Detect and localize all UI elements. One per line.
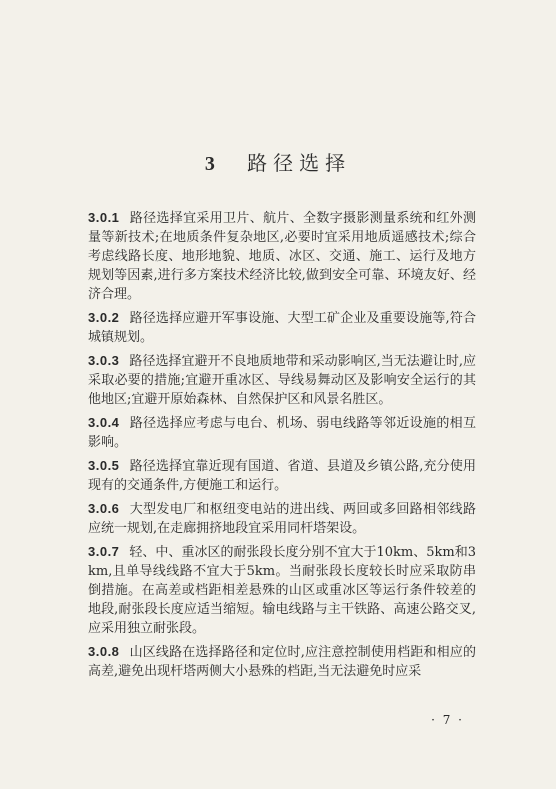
clause-3-0-2 <box>88 308 476 347</box>
clause-3-0-4 <box>88 413 476 452</box>
clause-text: 路径选择宜采用卫片、航片、全数字摄影测量系统和红外测量等新技术;在地质条件复杂地区,必要时宜采用地质遥感技术;综合考虑线路长度、地形地貌、地质、冰区、交通、施工、运行及地方规划等因素,进行多方案技术经济比较,做到安全可靠、环境友好、经济合理。 <box>88 211 476 302</box>
clause-3-0-3 <box>88 351 476 409</box>
section-title <box>0 147 556 176</box>
clause-number: 3.0.2 <box>88 310 120 325</box>
clause-number: 3.0.4 <box>88 415 120 430</box>
clause-3-0-5 <box>88 456 476 495</box>
section-title-text: 路径选择 <box>247 151 352 175</box>
clause-text: 路径选择宜避开不良地质地带和采动影响区,当无法避让时,应采取必要的措施;宜避开重冰区、导线易舞动区及影响安全运行的其他地区;宜避开原始森林、自然保护区和风景名胜区。 <box>88 354 476 407</box>
clause-text: 山区线路在选择路径和定位时,应注意控制使用档距和相应的高差,避免出现杆塔两侧大小悬殊的档距,当无法避免时应采 <box>88 645 476 679</box>
clause-3-0-7 <box>88 542 476 638</box>
clause-3-0-1 <box>88 208 476 304</box>
page-number: · 7 · <box>431 713 464 727</box>
clause-number: 3.0.5 <box>88 458 120 473</box>
section-number: 3 <box>204 153 221 175</box>
clause-3-0-8 <box>88 642 476 681</box>
clause-number: 3.0.8 <box>88 644 120 659</box>
clause-3-0-6 <box>88 499 476 538</box>
clause-text: 轻、中、重冰区的耐张段长度分别不宜大于10km、5km和3km,且单导线线路不宜大于5km。当耐张段长度较长时应采取防串倒措施。在高差或档距相差悬殊的山区或重冰区等运行条件较差的地段,耐张段长度应适当缩短。输电线路与主干铁路、高速公路交叉,应采用独立耐张段。 <box>88 545 476 636</box>
section-body <box>88 208 476 685</box>
clause-text: 路径选择宜靠近现有国道、省道、县道及乡镇公路,充分使用现有的交通条件,方便施工和运行。 <box>88 459 476 493</box>
clause-text: 路径选择应考虑与电台、机场、弱电线路等邻近设施的相互影响。 <box>88 416 476 450</box>
clause-number: 3.0.1 <box>88 210 120 225</box>
clause-number: 3.0.6 <box>88 501 120 516</box>
clause-text: 大型发电厂和枢纽变电站的进出线、两回或多回路相邻线路应统一规划,在走廊拥挤地段宜采用同杆塔架设。 <box>88 502 476 536</box>
clause-text: 路径选择应避开军事设施、大型工矿企业及重要设施等,符合城镇规划。 <box>88 311 476 345</box>
clause-number: 3.0.3 <box>88 353 120 368</box>
clause-number: 3.0.7 <box>88 544 120 559</box>
